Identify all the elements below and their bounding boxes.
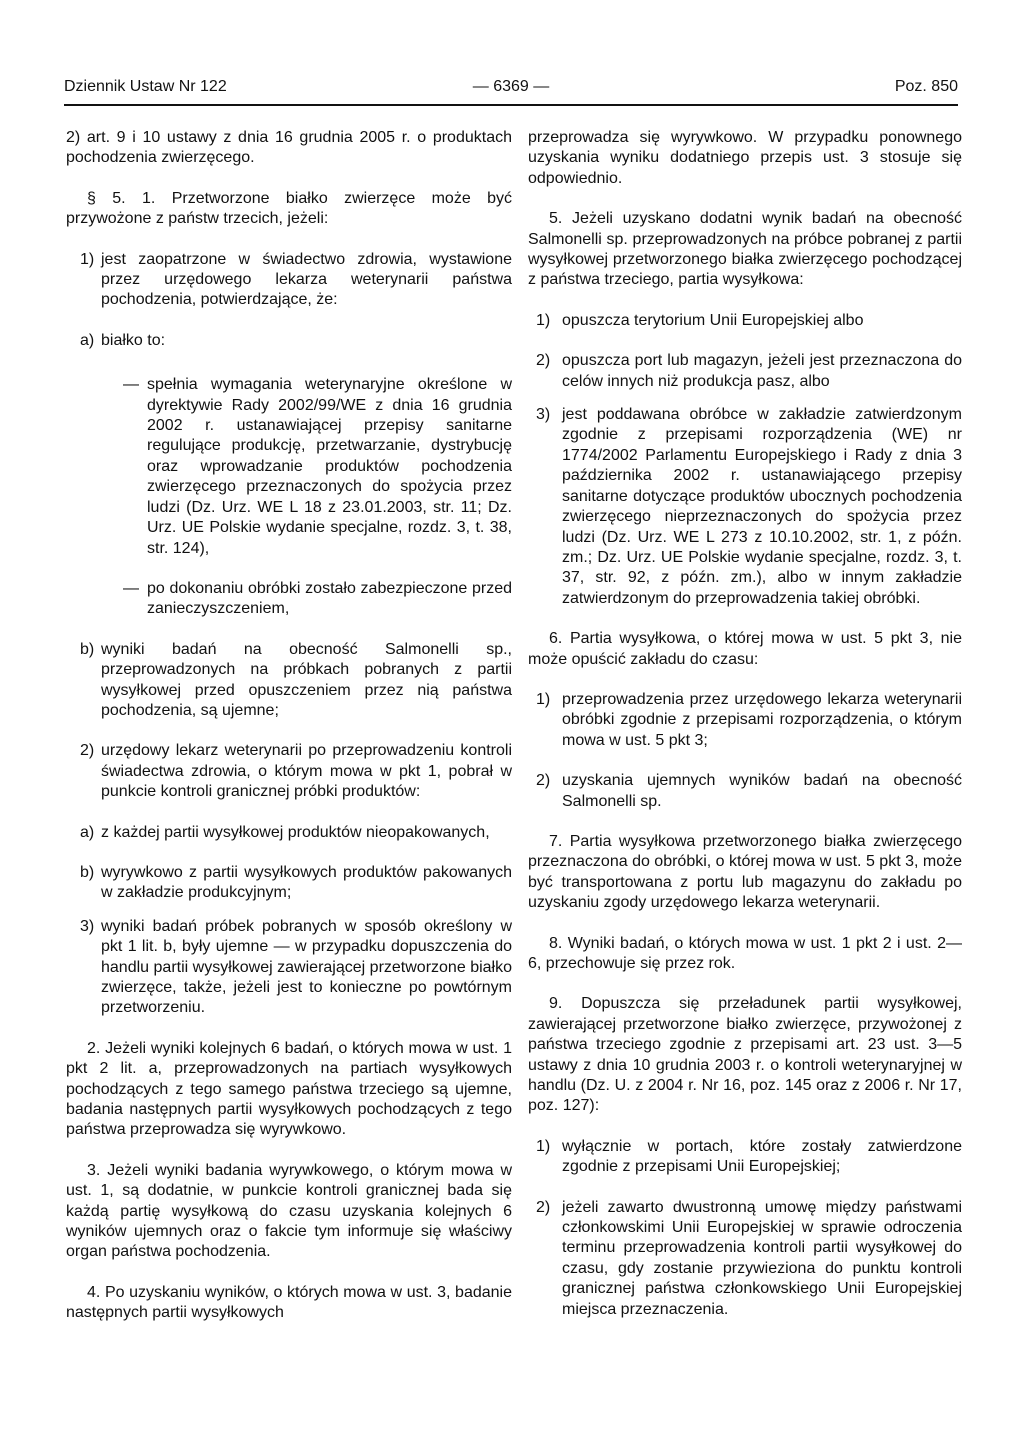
list-item-9-1 <box>528 1137 962 1178</box>
paragraph-art-2: 2) art. 9 i 10 ustawy z dnia 16 grudnia 2005 r. o produktach pochodzenia zwierzęcego. <box>66 129 512 167</box>
list-item-5-1 <box>528 311 962 331</box>
paragraph-3: 3. Jeżeli wyniki badania wyrywkowego, o którym mowa w ust. 1, są dodatnie, w punkcie kontroli granicznej bada się każdą partię wysyłkową do czasu uzyskania kolejnych 6 wyników ujemnych oraz o fakcie tym informuje się właściwy organ państwa pochodzenia. <box>66 1161 512 1261</box>
list-item-text: spełnia wymagania weterynaryjne określone w dyrektywie Rady 2002/99/WE z dnia 16 grudnia 2002 r. ustanawiającej przepisy sanitarne regulujące produkcję, przetwarzanie, dystrybucję oraz wprowadzanie produktów pochodzenia zwierzęcego przeznaczonych do spożycia przez ludzi (Dz. Urz. WE L 18 z 23.01.2003, str. 11; Dz. Urz. UE Polskie wydanie specjalne, rozdz. 3, t. 38, str. 124), <box>147 376 512 557</box>
list-item-label: 1) <box>536 1137 551 1155</box>
journal-title: Dziennik Ustaw Nr 122 <box>64 78 227 95</box>
list-item-label: — <box>123 376 139 394</box>
list-item-1a <box>66 331 512 351</box>
paragraph-2: 2. Jeżeli wyniki kolejnych 6 badań, o których mowa w ust. 1 pkt 2 lit. a, przeprowadzonych na partiach wysyłkowych pochodzących z tego samego państwa trzeciego są ujemne, badania następnych partii wysyłkowych pochodzących z tego państwa przeprowadza się wyrywkowo. <box>66 1039 512 1139</box>
position-number: Poz. 850 <box>894 78 958 95</box>
list-item-label: 2) <box>536 1198 551 1216</box>
list-item-2b <box>66 863 512 904</box>
paragraph-6: 6. Partia wysyłkowa, o której mowa w ust. 5 pkt 3, nie może opuścić zakładu do czasu: <box>528 630 962 668</box>
list-item-dash-1 <box>66 375 512 559</box>
list-item-label: a) <box>80 823 95 841</box>
list-item-label: 2) <box>536 352 551 370</box>
list-item-text: uzyskania ujemnych wyników badań na obecność Salmonelli sp. <box>562 772 962 810</box>
list-item-dash-2 <box>66 579 512 620</box>
page-number: — 6369 — <box>472 78 550 95</box>
list-item-label: 1) <box>536 311 551 329</box>
list-item-text: opuszcza port lub magazyn, jeżeli jest przeznaczona do celów innych niż produkcja pasz, albo <box>562 352 962 390</box>
list-item-label: 3) <box>536 406 551 424</box>
list-item-2a <box>66 823 512 843</box>
paragraph-8: 8. Wyniki badań, o których mowa w ust. 1 pkt 2 i ust. 2—6, przechowuje się przez rok. <box>528 934 962 972</box>
list-item-text: urzędowy lekarz weterynarii po przeprowadzeniu kontroli świadectwa zdrowia, o którym mowa w pkt 1, pobrał w punkcie kontroli granicznej próbki produktów: <box>101 742 512 801</box>
list-item-text: jeżeli zawarto dwustronną umowę między państwami członkowskimi Unii Europejskiej w sprawie odroczenia terminu przeprowadzenia kontroli partii wysyłkowej do czasu, gdy zostanie przywieziona do punktu kontroli granicznej państwa członkowskiego Unii Europejskiej miejsca przeznaczenia. <box>562 1198 962 1318</box>
list-item-label: 2) <box>80 742 95 760</box>
list-item-6-1 <box>528 690 962 751</box>
list-item-9-2 <box>528 1198 962 1320</box>
list-item-text: przeprowadzenia przez urzędowego lekarza weterynarii obróbki zgodnie z przepisami rozporządzenia, o którym mowa w ust. 5 pkt 3; <box>562 690 962 749</box>
list-item-label: — <box>123 579 139 597</box>
list-item-label: 3) <box>80 917 95 935</box>
list-item-text: jest poddawana obróbce w zakładzie zatwierdzonym zgodnie z przepisami rozporządzenia (WE) nr 1774/2002 Parlamentu Europejskiego i Rady z dnia 3 października 2002 r. ustanawiającego przepisy sanitarne dotyczące produktów ubocznych pochodzenia zwierzęcego nieprzeznaczonych do spożycia przez ludzi (Dz. Urz. WE L 273 z 10.10.2002, str. 1, z późn. zm.; Dz. Urz. UE Polskie wydanie specjalne, rozdz. 3, t. 37, str. 92, z późn. zm.), albo w innym zakładzie zatwierdzonym do przeprowadzenia takiej obróbki. <box>562 406 962 607</box>
paragraph-continuation: przeprowadza się wyrywkowo. W przypadku ponownego uzyskania wyniku dodatniego przepis ust. 3 stosuje się odpowiednio. <box>528 129 962 187</box>
list-item-label: 2) <box>536 772 551 790</box>
list-item-1b <box>66 640 512 722</box>
list-item-text: po dokonaniu obróbki zostało zabezpieczone przed zanieczyszczeniem, <box>147 579 512 618</box>
right-column <box>528 128 962 1320</box>
list-item-text: wyniki badań na obecność Salmonelli sp., przeprowadzonych na próbkach pobranych z partii wysyłkowej przed opuszczeniem przez nią państwa pochodzenia, są ujemne; <box>101 640 512 719</box>
list-item-text: jest zaopatrzone w świadectwo zdrowia, wystawione przez urzędowego lekarza weterynarii państwa pochodzenia, potwierdzające, że: <box>101 250 512 309</box>
list-item-text: wyłącznie w portach, które zostały zatwierdzone zgodnie z przepisami Unii Europejskiej; <box>562 1137 962 1176</box>
header-rule <box>64 104 958 106</box>
list-item-text: białko to: <box>101 331 166 349</box>
list-item-label: b) <box>80 640 95 658</box>
list-item-label: 1) <box>80 250 95 268</box>
list-item-1 <box>66 250 512 311</box>
list-item-6-2 <box>528 771 962 812</box>
list-item-text: wyrywkowo z partii wysyłkowych produktów pakowanych w zakładzie produkcyjnym; <box>101 863 512 902</box>
paragraph-9: 9. Dopuszcza się przeładunek partii wysyłkowej, zawierającej przetworzone białko zwierzęce, przywożonej z państwa trzeciego zgodnie z przepisami art. 23 ust. 3—5 ustawy z dnia 10 grudnia 2003 r. o kontroli weterynaryjnej w handlu (Dz. U. z 2004 r. Nr 16, poz. 145 oraz z 2006 r. Nr 17, poz. 127): <box>528 995 962 1115</box>
list-item-label: b) <box>80 863 95 881</box>
left-column <box>66 128 512 1324</box>
paragraph-5: 5. Jeżeli uzyskano dodatni wynik badań na obecność Salmonelli sp. przeprowadzonych na próbce pobranej z partii wysyłkowej przetworzonego białka zwierzęcego pochodzącej z państwa trzeciego, partia wysyłkowa: <box>528 210 962 289</box>
list-item-2 <box>66 741 512 802</box>
list-item-label: a) <box>80 331 95 349</box>
page-header <box>64 78 958 106</box>
list-item-text: wyniki badań próbek pobranych w sposób określony w pkt 1 lit. b, były ujemne — w przypadku dopuszczenia do handlu partii wysyłkowej zawierającej przetworzone białko zwierzęce, także, jeżeli jest to konieczne po powtórnym przetworzeniu. <box>101 917 512 1017</box>
paragraph-7: 7. Partia wysyłkowa przetworzonego białka zwierzęcego przeznaczona do obróbki, o której mowa w ust. 5 pkt 3, może być transportowana z portu lub magazynu do zakładu po uzyskaniu zgody urzędowego lekarza weterynarii. <box>528 832 962 912</box>
list-item-text: opuszcza terytorium Unii Europejskiej albo <box>562 311 864 329</box>
list-item-5-3 <box>528 405 962 609</box>
list-item-3 <box>66 917 512 1019</box>
paragraph-section-5: § 5. 1. Przetworzone białko zwierzęce może być przywożone z państw trzecich, jeżeli: <box>66 189 512 228</box>
paragraph-4: 4. Po uzyskaniu wyników, o których mowa w ust. 3, badanie następnych partii wysyłkowych <box>66 1283 512 1322</box>
list-item-text: z każdej partii wysyłkowej produktów nieopakowanych, <box>101 823 490 841</box>
list-item-5-2 <box>528 351 962 392</box>
list-item-label: 1) <box>536 690 551 708</box>
